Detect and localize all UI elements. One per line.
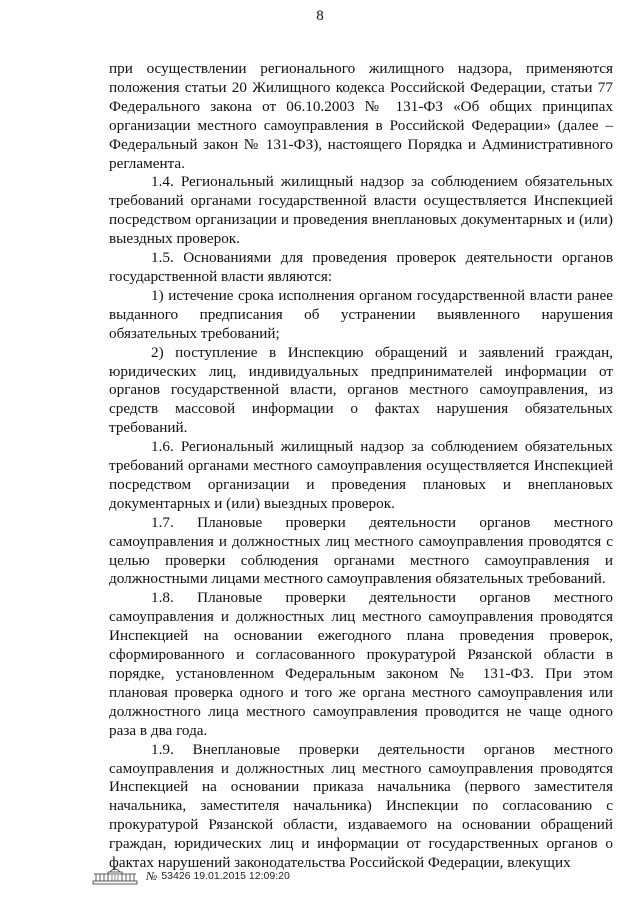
paragraph-1-4: 1.4. Региональный жилищный надзор за соблюдением обязательных требований органами государственной власти осуществляется Инспекцией посредством организации и проведения внеплановых документарных и (или) выездных проверок.: [109, 173, 613, 248]
registration-stamp: 53426 19.01.2015 12:09:20: [161, 870, 290, 882]
government-building-logo-icon: [92, 866, 138, 886]
list-item-1: 1) истечение срока исполнения органом государственной власти ранее выданного предписания об устранении выявленного нарушения обязательных требований;: [109, 286, 613, 342]
registration-footer: [92, 865, 290, 887]
paragraph-1-6: 1.6. Региональный жилищный надзор за соблюдением обязательных требований органами местного самоуправления осуществляется Инспекцией посредством организации и проведения плановых и внеплановых документарных и (или) выездных проверок.: [109, 438, 613, 512]
list-item-2: 2) поступление в Инспекцию обращений и заявлений граждан, юридических лиц, индивидуальных предпринимателей информации от органов государственной власти, органов местного самоуправления, из средств массовой информации о фактах нарушения обязательных требований.: [109, 343, 613, 437]
paragraph-1-9: 1.9. Внеплановые проверки деятельности органов местного самоуправления и должностных лиц местного самоуправления проводятся Инспекцией на основании приказа начальника (первого заместителя начальника, заместителя начальника) Инспекции по согласованию с прокуратурой Рязанской области, издаваемого на основании обращений граждан, юридических лиц и информации от государственных органов о фактах нарушений законодательства Российской Федерации, влекущих: [109, 740, 613, 872]
document-body: [109, 60, 613, 873]
number-sign: №: [146, 868, 158, 883]
paragraph-1-5: 1.5. Основаниями для проведения проверок деятельности органов государственной власти являются:: [109, 249, 613, 285]
paragraph-intro-continuation: при осуществлении регионального жилищного надзора, применяются положения статьи 20 Жилищного кодекса Российской Федерации, статьи 77 Федерального закона от 06.10.2003 № 131-ФЗ «Об общих принципах организации местного самоуправления в Российской Федерации» (далее – Федеральный закон № 131-ФЗ), настоящего Порядка и Административного регламента.: [109, 60, 613, 172]
page-number: 8: [316, 8, 324, 24]
paragraph-1-7: 1.7. Плановые проверки деятельности органов местного самоуправления и должностных лиц местного самоуправления проводятся с целью проверки соблюдения органами местного самоуправления и должностными лицами местного самоуправления обязательных требований.: [109, 513, 613, 588]
paragraph-1-8: 1.8. Плановые проверки деятельности органов местного самоуправления и должностных лиц местного самоуправления проводятся Инспекцией на основании ежегодного плана проведения проверок, сформированного и согласованного прокуратурой Рязанской области в порядке, установленном Федеральным законом № 131-ФЗ. При этом плановая проверка одного и того же органа местного самоуправления или должностного лица местного самоуправления проводится не чаще одного раза в два года.: [109, 589, 613, 739]
